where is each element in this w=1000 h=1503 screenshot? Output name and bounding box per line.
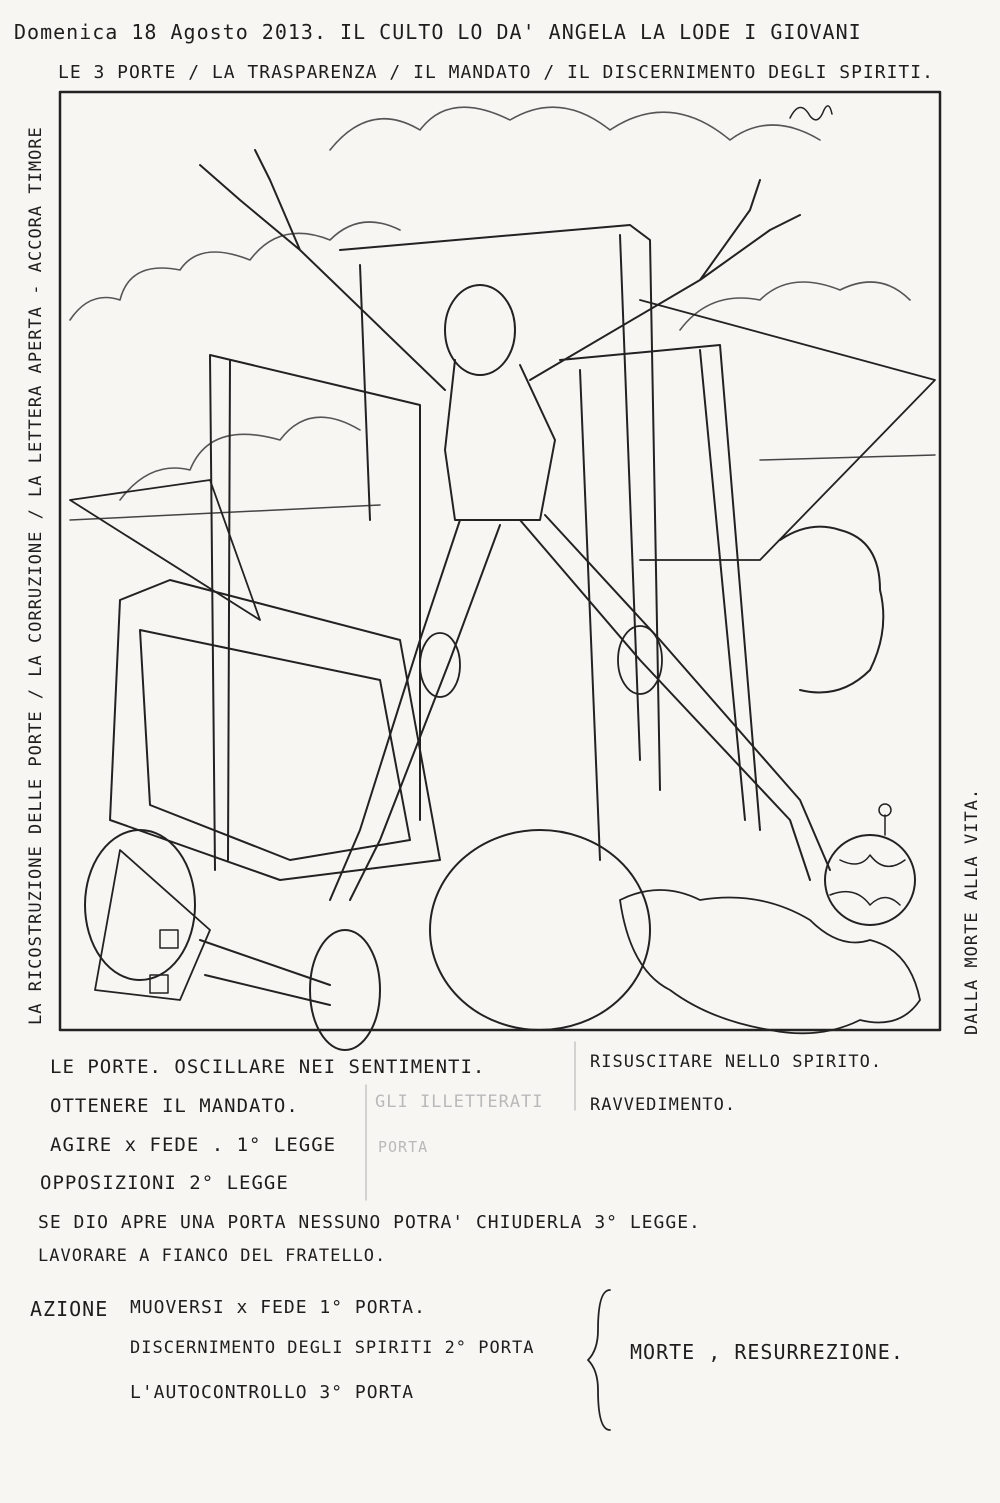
side-text-right: DALLA MORTE ALLA VITA. (962, 787, 982, 1035)
signature (790, 106, 832, 120)
note-porta-faint: PORTA (378, 1138, 429, 1156)
note-law3: SE DIO APRE UNA PORTA NESSUNO POTRA' CHIUDERLA 3° LEGGE. (38, 1212, 701, 1233)
door-frame (210, 355, 420, 870)
brace (588, 1290, 610, 1430)
globe (825, 804, 915, 925)
note-risuscitare: RISUSCITARE NELLO SPIRITO. (590, 1052, 883, 1072)
note-mandato: OTTENERE IL MANDATO. (50, 1095, 299, 1117)
note-morte-resurrezione: MORTE , RESURREZIONE. (630, 1340, 904, 1364)
door-frame (340, 225, 660, 790)
note-azione-2: DISCERNIMENTO DEGLI SPIRITI 2° PORTA (130, 1338, 535, 1358)
header-date-line: Domenica 18 Agosto 2013. IL CULTO LO DA' ANGELA LA LODE I GIOVANI (14, 20, 862, 44)
note-agire: AGIRE x FEDE . 1° LEGGE (50, 1134, 337, 1156)
side-text-left: LA RICOSTRUZIONE DELLE PORTE / LA CORRUZIONE / LA LETTERA APERTA - ACCORA TIMORE (26, 126, 46, 1025)
note-illetterati: GLI ILLETTERATI (375, 1092, 544, 1112)
note-azione-3: L'AUTOCONTROLLO 3° PORTA (130, 1382, 415, 1403)
clouds (70, 107, 910, 500)
note-ravvedimento: RAVVEDIMENTO. (590, 1095, 737, 1115)
drawing-frame (60, 92, 940, 1030)
note-azione-1: MUOVERSI x FEDE 1° PORTA. (130, 1297, 426, 1318)
note-fratello: LAVORARE A FIANCO DEL FRATELLO. (38, 1246, 387, 1266)
header-topics-line: LE 3 PORTE / LA TRASPARENZA / IL MANDATO / IL DISCERNIMENTO DEGLI SPIRITI. (58, 62, 934, 83)
note-azione-label: AZIONE (30, 1297, 109, 1321)
note-opposizioni: OPPOSIZIONI 2° LEGGE (40, 1172, 289, 1194)
note-porte: LE PORTE. OSCILLARE NEI SENTIMENTI. (50, 1056, 486, 1078)
